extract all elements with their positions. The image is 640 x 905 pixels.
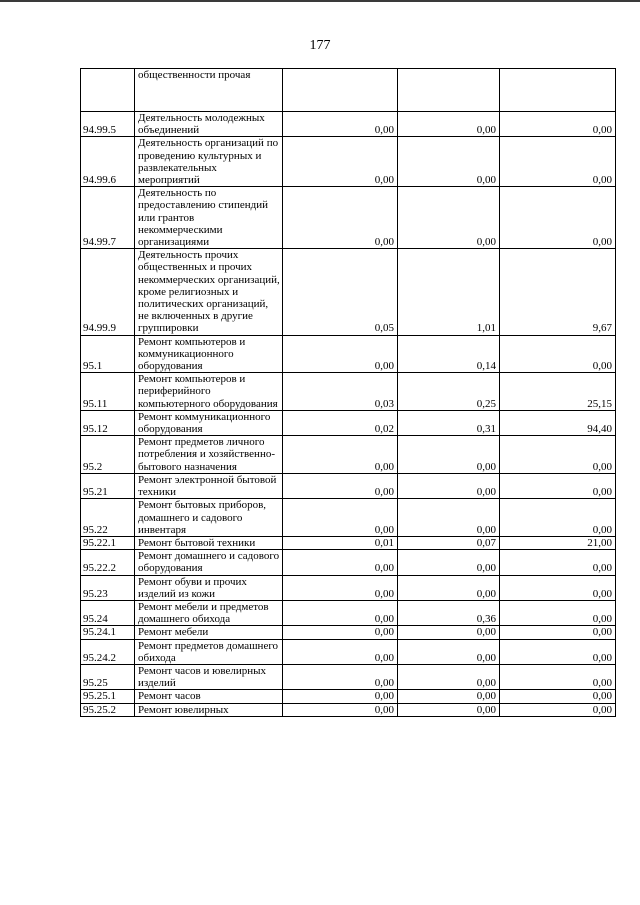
value-cell-2: 0,00 — [398, 137, 500, 187]
value-cell-1: 0,00 — [283, 703, 398, 716]
code-cell: 94.99.7 — [81, 187, 135, 249]
value-cell-2: 0,00 — [398, 112, 500, 137]
name-cell: общественности прочая — [135, 69, 283, 112]
value-cell-1: 0,00 — [283, 187, 398, 249]
table-row — [81, 575, 616, 600]
value-cell-3: 0,00 — [500, 187, 616, 249]
value-cell-3: 0,00 — [500, 550, 616, 575]
value-cell-2: 0,00 — [398, 187, 500, 249]
name-cell: Деятельность прочих общественных и прочих некоммерческих организаций, кроме религиозных и политических организаций, не включенных в другие группировки — [135, 249, 283, 335]
value-cell-3: 0,00 — [500, 335, 616, 373]
table-row — [81, 626, 616, 639]
name-cell: Ремонт бытовой техники — [135, 536, 283, 549]
scan-edge-line — [0, 0, 640, 2]
value-cell-1: 0,02 — [283, 410, 398, 435]
value-cell-3: 21,00 — [500, 536, 616, 549]
name-cell: Ремонт компьютеров и коммуникационного оборудования — [135, 335, 283, 373]
code-cell: 95.22.2 — [81, 550, 135, 575]
value-cell-2: 0,25 — [398, 373, 500, 411]
name-cell: Деятельность молодежных объединений — [135, 112, 283, 137]
table-row — [81, 550, 616, 575]
value-cell-2: 0,00 — [398, 436, 500, 474]
table-row — [81, 249, 616, 335]
code-cell: 95.22.1 — [81, 536, 135, 549]
code-cell: 95.24 — [81, 600, 135, 625]
value-cell-3: 0,00 — [500, 112, 616, 137]
table-row — [81, 664, 616, 689]
value-cell-2: 0,07 — [398, 536, 500, 549]
code-cell: 95.25.2 — [81, 703, 135, 716]
table-row — [81, 639, 616, 664]
value-cell-3: 0,00 — [500, 639, 616, 664]
code-cell: 95.22 — [81, 499, 135, 537]
value-cell-3: 0,00 — [500, 436, 616, 474]
value-cell-2: 0,00 — [398, 664, 500, 689]
table-row — [81, 600, 616, 625]
name-cell: Ремонт часов и ювелирных изделий — [135, 664, 283, 689]
value-cell-1: 0,00 — [283, 335, 398, 373]
name-cell: Ремонт электронной бытовой техники — [135, 473, 283, 498]
page-number: 177 — [309, 38, 331, 53]
code-cell: 95.25 — [81, 664, 135, 689]
value-cell-3: 0,00 — [500, 626, 616, 639]
code-cell: 95.25.1 — [81, 690, 135, 703]
name-cell: Ремонт мебели — [135, 626, 283, 639]
code-cell: 94.99.6 — [81, 137, 135, 187]
value-cell-1: 0,00 — [283, 575, 398, 600]
value-cell-1: 0,01 — [283, 536, 398, 549]
value-cell-1: 0,00 — [283, 690, 398, 703]
value-cell-3: 94,40 — [500, 410, 616, 435]
value-cell-1: 0,00 — [283, 550, 398, 575]
table-row — [81, 335, 616, 373]
value-cell-2: 0,00 — [398, 639, 500, 664]
value-cell-3: 25,15 — [500, 373, 616, 411]
value-cell-2: 1,01 — [398, 249, 500, 335]
name-cell: Ремонт часов — [135, 690, 283, 703]
table-row — [81, 473, 616, 498]
value-cell-2: 0,31 — [398, 410, 500, 435]
table-body — [81, 69, 616, 717]
data-table — [80, 68, 616, 717]
value-cell-2: 0,00 — [398, 575, 500, 600]
value-cell-2: 0,00 — [398, 550, 500, 575]
value-cell-1: 0,05 — [283, 249, 398, 335]
value-cell-1: 0,00 — [283, 639, 398, 664]
value-cell-2 — [398, 69, 500, 112]
value-cell-3: 0,00 — [500, 664, 616, 689]
value-cell-3: 0,00 — [500, 137, 616, 187]
code-cell: 95.21 — [81, 473, 135, 498]
table-row — [81, 536, 616, 549]
code-cell — [81, 69, 135, 112]
value-cell-3: 0,00 — [500, 473, 616, 498]
name-cell: Ремонт коммуникационного оборудования — [135, 410, 283, 435]
table-row — [81, 137, 616, 187]
value-cell-3 — [500, 69, 616, 112]
value-cell-2: 0,36 — [398, 600, 500, 625]
value-cell-1: 0,03 — [283, 373, 398, 411]
code-cell: 95.1 — [81, 335, 135, 373]
table-row — [81, 690, 616, 703]
value-cell-3: 0,00 — [500, 600, 616, 625]
name-cell: Деятельность по предоставлению стипендий или грантов некоммерческими организациями — [135, 187, 283, 249]
value-cell-2: 0,00 — [398, 690, 500, 703]
name-cell: Ремонт мебели и предметов домашнего обихода — [135, 600, 283, 625]
table-row — [81, 373, 616, 411]
value-cell-1: 0,00 — [283, 473, 398, 498]
name-cell: Ремонт обуви и прочих изделий из кожи — [135, 575, 283, 600]
table-row — [81, 112, 616, 137]
value-cell-1: 0,00 — [283, 626, 398, 639]
table-row — [81, 436, 616, 474]
value-cell-1: 0,00 — [283, 600, 398, 625]
value-cell-3: 9,67 — [500, 249, 616, 335]
value-cell-3: 0,00 — [500, 703, 616, 716]
name-cell: Ремонт предметов домашнего обихода — [135, 639, 283, 664]
code-cell: 94.99.5 — [81, 112, 135, 137]
value-cell-3: 0,00 — [500, 499, 616, 537]
code-cell: 95.24.2 — [81, 639, 135, 664]
table-row — [81, 410, 616, 435]
value-cell-2: 0,00 — [398, 499, 500, 537]
code-cell: 95.11 — [81, 373, 135, 411]
name-cell: Ремонт домашнего и садового оборудования — [135, 550, 283, 575]
value-cell-3: 0,00 — [500, 690, 616, 703]
value-cell-2: 0,00 — [398, 473, 500, 498]
code-cell: 95.23 — [81, 575, 135, 600]
value-cell-3: 0,00 — [500, 575, 616, 600]
code-cell: 95.2 — [81, 436, 135, 474]
value-cell-1: 0,00 — [283, 112, 398, 137]
name-cell: Ремонт бытовых приборов, домашнего и садового инвентаря — [135, 499, 283, 537]
table-row — [81, 499, 616, 537]
table-row — [81, 703, 616, 716]
table-row — [81, 187, 616, 249]
value-cell-1: 0,00 — [283, 499, 398, 537]
name-cell: Ремонт ювелирных — [135, 703, 283, 716]
value-cell-1: 0,00 — [283, 137, 398, 187]
code-cell: 95.24.1 — [81, 626, 135, 639]
code-cell: 94.99.9 — [81, 249, 135, 335]
value-cell-1 — [283, 69, 398, 112]
value-cell-1: 0,00 — [283, 436, 398, 474]
table-row — [81, 69, 616, 112]
value-cell-1: 0,00 — [283, 664, 398, 689]
code-cell: 95.12 — [81, 410, 135, 435]
name-cell: Ремонт предметов личного потребления и хозяйственно-бытового назначения — [135, 436, 283, 474]
name-cell: Ремонт компьютеров и периферийного компьютерного оборудования — [135, 373, 283, 411]
value-cell-2: 0,00 — [398, 703, 500, 716]
value-cell-2: 0,14 — [398, 335, 500, 373]
name-cell: Деятельность организаций по проведению культурных и развлекательных мероприятий — [135, 137, 283, 187]
value-cell-2: 0,00 — [398, 626, 500, 639]
